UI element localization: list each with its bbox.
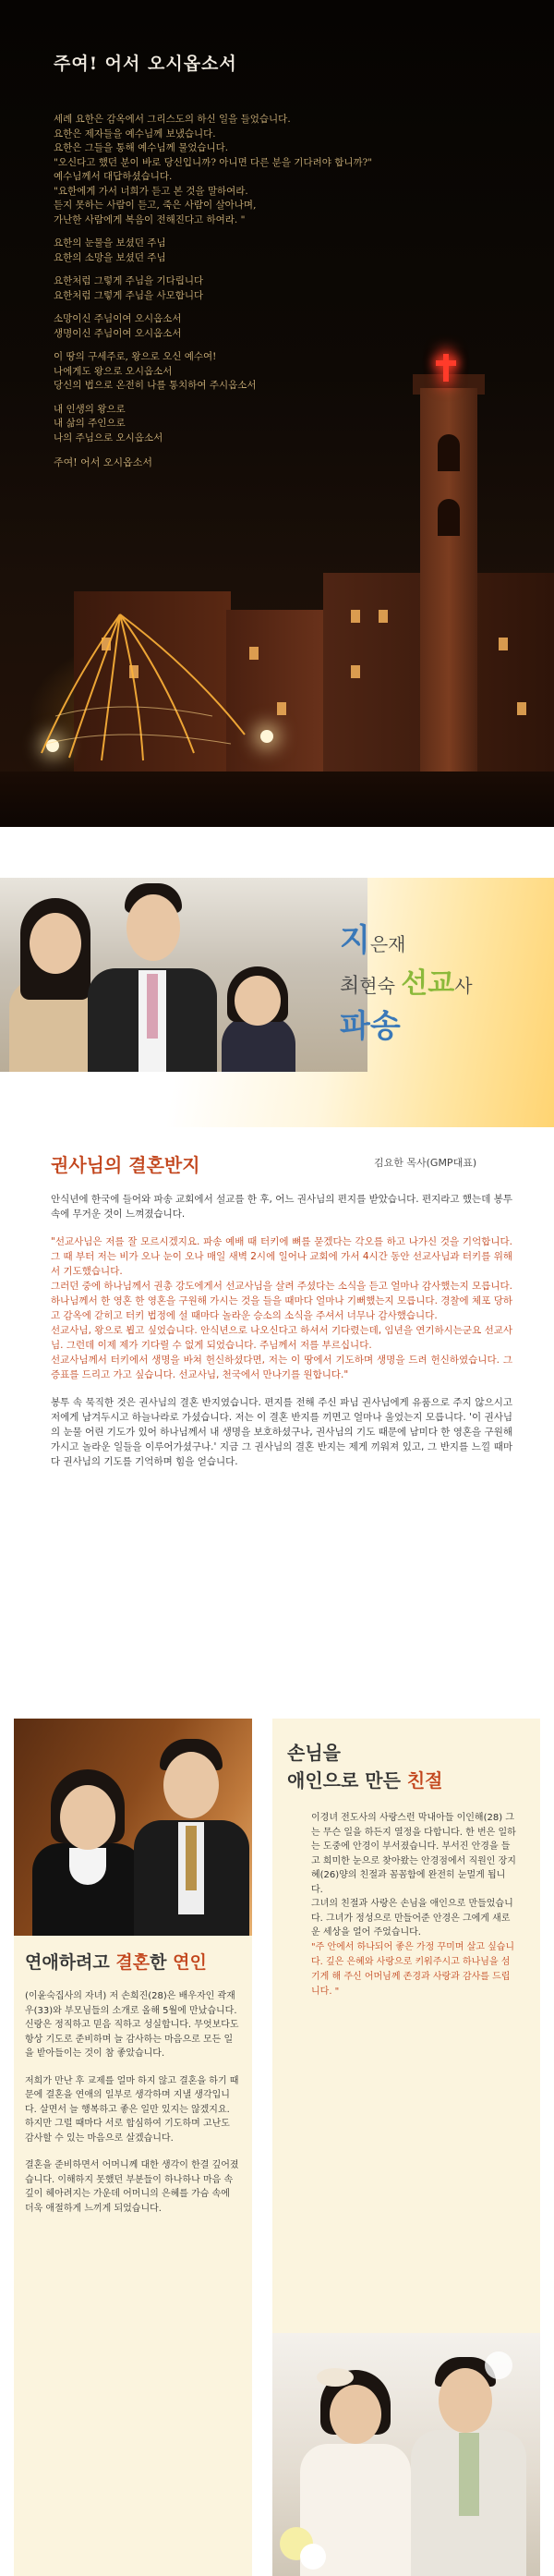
poem-line: 내 삶의 주인으로 bbox=[54, 418, 126, 429]
story-right-heading bbox=[287, 1739, 443, 1794]
poem-line: "오신다고 했던 분이 바로 당신입니까? 아니면 다른 분을 기다려야 합니까?" bbox=[54, 156, 373, 168]
heading-part: 애인으로 만든 bbox=[287, 1769, 407, 1792]
poem-line: 소망이신 주님이여 오시옵소서 bbox=[54, 313, 182, 324]
heading-part: 한 bbox=[150, 1952, 174, 1973]
poem-body bbox=[54, 113, 386, 469]
poem-stanza bbox=[54, 274, 386, 303]
poem-stanza bbox=[54, 403, 386, 446]
tower-window bbox=[438, 434, 460, 471]
family-photo bbox=[0, 878, 367, 1072]
paragraph: (이윤숙집사의 자녀) 저 손희진(28)은 배우자인 곽재우(33)와 부모님들의 소개로 올해 5월에 만났습니다. 신랑은 정직하고 믿음 직하고 성실합니다. 무엇보다도 항상 기도로 준비하며 늘 감사하는 마음으로 모든 일을 받아들이는 것이 참 좋았습니다. bbox=[25, 1991, 239, 2059]
heading-highlight: 결혼 bbox=[115, 1952, 151, 1973]
paragraph: 이경녀 전도사의 사랑스런 막내아들 이인해(28) 그는 무슨 일을 하든지 열정을 다합니다. 한 번은 일하는 도중에 안경이 부서졌습니다. 부서진 안경을 들고 희미한 눈으로 찾아왔는 안경점에서 직원인 장지혜(26)양의 친절과 꼼꼼함에 완전히 눈멀게 됩니다. bbox=[311, 1813, 516, 1895]
poem-line: 당신의 법으로 온전히 나를 통치하여 주시옵소서 bbox=[54, 380, 257, 391]
paragraph: 봉투 속 묵직한 것은 권사님의 결혼 반지였습니다. 편지를 전해 주신 파님 권사님에게 유품으로 주지 않으시고 저에게 남겨두시고 하늘나라로 가셨습니다. 저는 이 결혼 반지를 끼면고 얼마나 울었는지 모릅니다. '이 권사님의 눈물 어린 기도가 있어 하나님께서 내 생명을 보호하셨구나, 권사님의 기도 때문에 남미다 한 영혼을 구원해 가시고 놀라운 일들을 이루어가셨구나.' 지금 그 권사님의 결혼 반지는 제게 끼워져 있고, 그 반지를 느낄 때마다 권사님의 기도를 기억하며 힘을 얻습니다. bbox=[51, 1397, 512, 1467]
story-left bbox=[14, 1936, 252, 2576]
heading-part: 연애하려고 bbox=[25, 1952, 116, 1973]
poem-line: 세례 요한은 감옥에서 그리스도의 하신 일을 들었습니다. bbox=[54, 114, 291, 125]
light-strings bbox=[37, 605, 249, 762]
mission-title-line3 bbox=[340, 1001, 552, 1046]
poem-line: 요한은 그들을 통해 예수님께 물었습니다. bbox=[54, 142, 229, 153]
mission-title-part: 선교 bbox=[401, 967, 455, 1000]
poem-line: 듣지 못하는 사람이 듣고, 죽은 사람이 살아나며, bbox=[54, 200, 257, 211]
paragraph: 결혼을 준비하면서 어머니께 대한 생각이 한결 깊어졌습니다. 이해하지 못했던 부분들이 하나하나 마음 속 깊이 헤아려지는 가운데 어머니의 은혜를 가슴 속에 더욱 애절하게 느끼게 되었습니다. bbox=[25, 2160, 239, 2214]
quote-paragraph: 그러던 중에 하나님께서 권총 강도에게서 선교사님을 살려 주셨다는 소식을 듣고 얼마나 감사했는지 모릅니다. 하나님께서 한 영혼 한 영혼을 구원해 가시는 것을 들을 때마다 얼마나 기뻐했는지 모릅니다. 경찰에 체포 당하고 감옥에 갇히고 터키 법정에 설 때마다 놀라운 승소의 소식을 주셔서 너무나 감사했습니다. bbox=[51, 1281, 512, 1321]
quote-paragraph: 선교사님, 왕으로 뵙고 싶었습니다. 안식년으로 나오신다고 하셔서 기다렸는데, 임년을 연기하시는군요 선교사님. 그런데 이제 제가 기다릴 수 없게 되었습니다. 주님께서 저를 부르십니다. bbox=[51, 1325, 512, 1351]
story-right bbox=[272, 1719, 540, 2576]
poem-line: 나의 주님으로 오시옵소서 bbox=[54, 431, 163, 444]
mission-title-part: 사 bbox=[454, 975, 473, 997]
paragraph: 안식년에 한국에 들어와 파송 교회에서 설교를 한 후, 어느 권사님의 편지를 받았습니다. 편지라고 했는데 봉투 속에 무거운 것이 느껴졌습니다. bbox=[51, 1194, 512, 1220]
paragraph: 저희가 만난 후 교제를 얼마 하지 않고 결혼을 하기 때문에 결혼을 연애의 일부로 생각하며 지낼 생각입니다. 살면서 늘 행복하고 좋은 일만 있지는 않겠지요. 하지만 그럴 때마다 서로 합심하여 기도하며 고난도 감사할 수 있는 마음으로 살겠습니다. bbox=[25, 2075, 239, 2144]
mission-title-part: 지 bbox=[340, 922, 370, 959]
poem-line: "요한에게 가서 너희가 듣고 본 것을 말하여라. bbox=[54, 185, 248, 197]
story-left-body bbox=[25, 1989, 239, 2229]
mission-title-line2 bbox=[340, 960, 552, 1001]
article-body bbox=[51, 1192, 512, 1482]
couple-photo-left bbox=[14, 1719, 252, 1936]
mission-header bbox=[0, 878, 554, 1127]
poem-stanza bbox=[54, 350, 386, 394]
lit-window bbox=[499, 638, 508, 650]
mission-title-part: 은재 bbox=[369, 933, 406, 955]
poem-line: 요한처럼 그렇게 주님을 기다립니다 bbox=[54, 275, 204, 286]
poem-line: 생명이신 주님이여 오시옵소서 bbox=[54, 327, 182, 339]
poem-line: 요한처럼 그렇게 주님을 사모합니다 bbox=[54, 289, 204, 301]
story-left-heading bbox=[25, 1949, 207, 1974]
poem-stanza bbox=[54, 312, 386, 341]
poem-title: 주여! 어서 오시옵소서 bbox=[54, 54, 237, 74]
lit-window bbox=[379, 610, 388, 623]
flower bbox=[300, 2544, 326, 2570]
heading-highlight: 연인 bbox=[173, 1952, 207, 1973]
mission-title bbox=[340, 915, 552, 1046]
flower bbox=[485, 2351, 512, 2379]
lit-window bbox=[351, 665, 360, 678]
poem-line: 요한의 소망을 보셨던 주님 bbox=[54, 251, 166, 263]
poem-stanza bbox=[54, 113, 386, 227]
poem-line: 예수님께서 대답하셨습니다. bbox=[54, 171, 173, 182]
poem-line: 가난한 사람에게 복음이 전해진다고 하여라. " bbox=[54, 213, 246, 225]
lit-window bbox=[249, 647, 259, 660]
cross-icon bbox=[443, 354, 449, 382]
poem-line: 나에게도 왕으로 오시옵소서 bbox=[54, 365, 173, 377]
lit-window bbox=[277, 702, 286, 715]
paragraph: 그녀의 친절과 사랑은 손님을 애인으로 만들었습니다. 그녀가 정성으로 만들어준 안경은 그에게 새로운 세상을 얼어 주었습니다. bbox=[311, 1899, 513, 1938]
poem-line: 이 땅의 구세주로, 왕으로 오신 예수여! bbox=[54, 351, 217, 362]
poem-closing: 주여! 어서 오시옵소서 bbox=[54, 456, 153, 468]
cross-icon-bar bbox=[436, 360, 456, 366]
heading-highlight: 친절 bbox=[406, 1769, 443, 1792]
author-line: 김요한 목사(GMP대표) bbox=[374, 1157, 477, 1169]
ground bbox=[0, 772, 554, 827]
lit-window bbox=[351, 610, 360, 623]
couple-photo-right bbox=[272, 2333, 540, 2576]
mission-section bbox=[0, 878, 554, 1719]
quote-paragraph: "선교사님은 저를 잘 모르시겠지요. 파송 예배 때 터키에 뼈를 묻겠다는 각오를 하고 나가신 것을 기억합니다. 그 때 부터 저는 비가 오나 눈이 오나 매일 새벽 2시에 일어나 교회에 가서 4시간 동안 선교사님과 터키를 위해서 기도했습니다. bbox=[51, 1236, 512, 1277]
mission-title-part: 현숙 bbox=[359, 975, 402, 997]
poem-line: 요한은 제자들을 예수님께 보냈습니다. bbox=[54, 128, 216, 140]
lit-window bbox=[517, 702, 526, 715]
section-heading: 권사님의 결혼반지 bbox=[51, 1154, 200, 1176]
tower-window bbox=[438, 499, 460, 536]
poem-section bbox=[0, 0, 554, 827]
stories-section bbox=[0, 1719, 554, 2576]
street-lamp bbox=[260, 730, 273, 743]
poem-stanza bbox=[54, 237, 386, 265]
heading-part: 손님을 bbox=[287, 1742, 341, 1764]
quote-paragraph: "주 안에서 하나되어 좋은 가정 꾸미며 살고 싶습니다. 깊은 은혜와 사랑으로 키워주시고 하나님을 섬기게 해 주신 어머님께 존경과 사랑과 감사를 드립니다. " bbox=[311, 1941, 515, 1997]
mission-title-part: 최 bbox=[340, 975, 360, 998]
mission-title-line1 bbox=[340, 915, 552, 960]
story-right-body bbox=[311, 1811, 516, 1999]
quote-paragraph: 선교사님께서 터키에서 생명을 바쳐 헌신하셨다면, 저는 이 땅에서 기도하며 생명을 드려 헌신하였습니다. 그 증표를 드리고 가고 싶습니다. 선교사님, 천국에서 만나기를 원합니다." bbox=[51, 1355, 512, 1380]
mission-title-part: 파송 bbox=[340, 1008, 401, 1045]
poem-line: 내 인생의 왕으로 bbox=[54, 403, 126, 415]
poem-line: 요한의 눈물을 보셨던 주님 bbox=[54, 237, 166, 249]
